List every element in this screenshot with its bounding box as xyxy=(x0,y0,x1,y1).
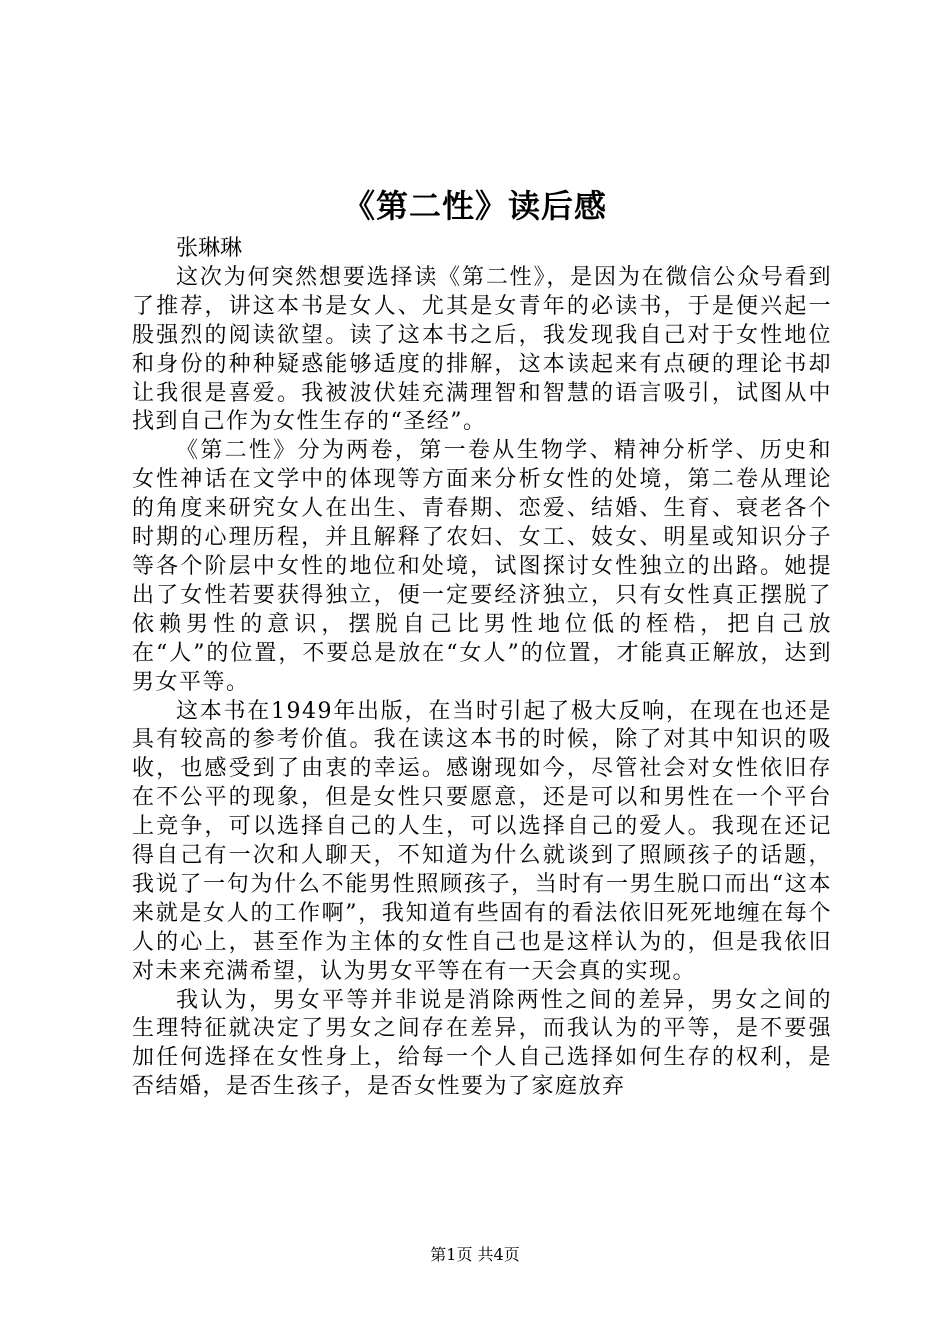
page-number-footer: 第1页 共4页 xyxy=(430,1245,520,1264)
paragraph-3: 这本书在1949年出版，在当时引起了极大反响，在现在也还是具有较高的参考价值。我在读这本书的时候，除了对其中知识的吸收，也感受到了由衷的幸运。感谢现如今，尽管社会对女性依旧存在不公平的现象，但是女性只要愿意，还是可以和男性在一个平台上竞争，可以选择自己的人生，可以选择自己的爱人。我现在还记得自己有一次和人聊天，不知道为什么就谈到了照顾孩子的话题，我说了一句为什么不能男性照顾孩子，当时有一男生脱口而出“这本来就是女人的工作啊”，我知道有些固有的看法依旧死死地缠在每个人的心上，甚至作为主体的女性自己也是这样认为的，但是我依旧对未来充满希望，认为男女平等在有一天会真的实现。 xyxy=(132,698,832,984)
author-name: 张琳琳 xyxy=(176,236,243,261)
paragraph-1: 这次为何突然想要选择读《第二性》，是因为在微信公众号看到了推荐，讲这本书是女人、尤其是女青年的必读书，于是便兴起一股强烈的阅读欲望。读了这本书之后，我发现我自己对于女性地位和身份的种种疑惑能够适度的排解，这本读起来有点硬的理论书却让我很是喜爱。我被波伏娃充满理智和智慧的语言吸引，试图从中找到自己作为女性生存的“圣经”。 xyxy=(132,264,832,435)
paragraph-4: 我认为，男女平等并非说是消除两性之间的差异，男女之间的生理特征就决定了男女之间存在差异，而我认为的平等，是不要强加任何选择在女性身上，给每一个人自己选择如何生存的权利，是否结婚，是否生孩子，是否女性要为了家庭放弃 xyxy=(132,987,832,1100)
document-title: 《第二性》读后感 xyxy=(342,187,607,225)
document-body xyxy=(132,235,832,1102)
paragraph-2: 《第二性》分为两卷，第一卷从生物学、精神分析学、历史和女性神话在文学中的体现等方面来分析女性的处境，第二卷从理论的角度来研究女人在出生、青春期、恋爱、结婚、生育、衰老各个时期的心理历程，并且解释了农妇、女工、妓女、明星或知识分子等各个阶层中女性的地位和处境，试图探讨女性独立的出路。她提出了女性若要获得独立，便一定要经济独立，只有女性真正摆脱了依赖男性的意识，摆脱自己比男性地位低的桎梏，把自己放在“人”的位置，不要总是放在“女人”的位置，才能真正解放，达到男女平等。 xyxy=(132,438,832,695)
